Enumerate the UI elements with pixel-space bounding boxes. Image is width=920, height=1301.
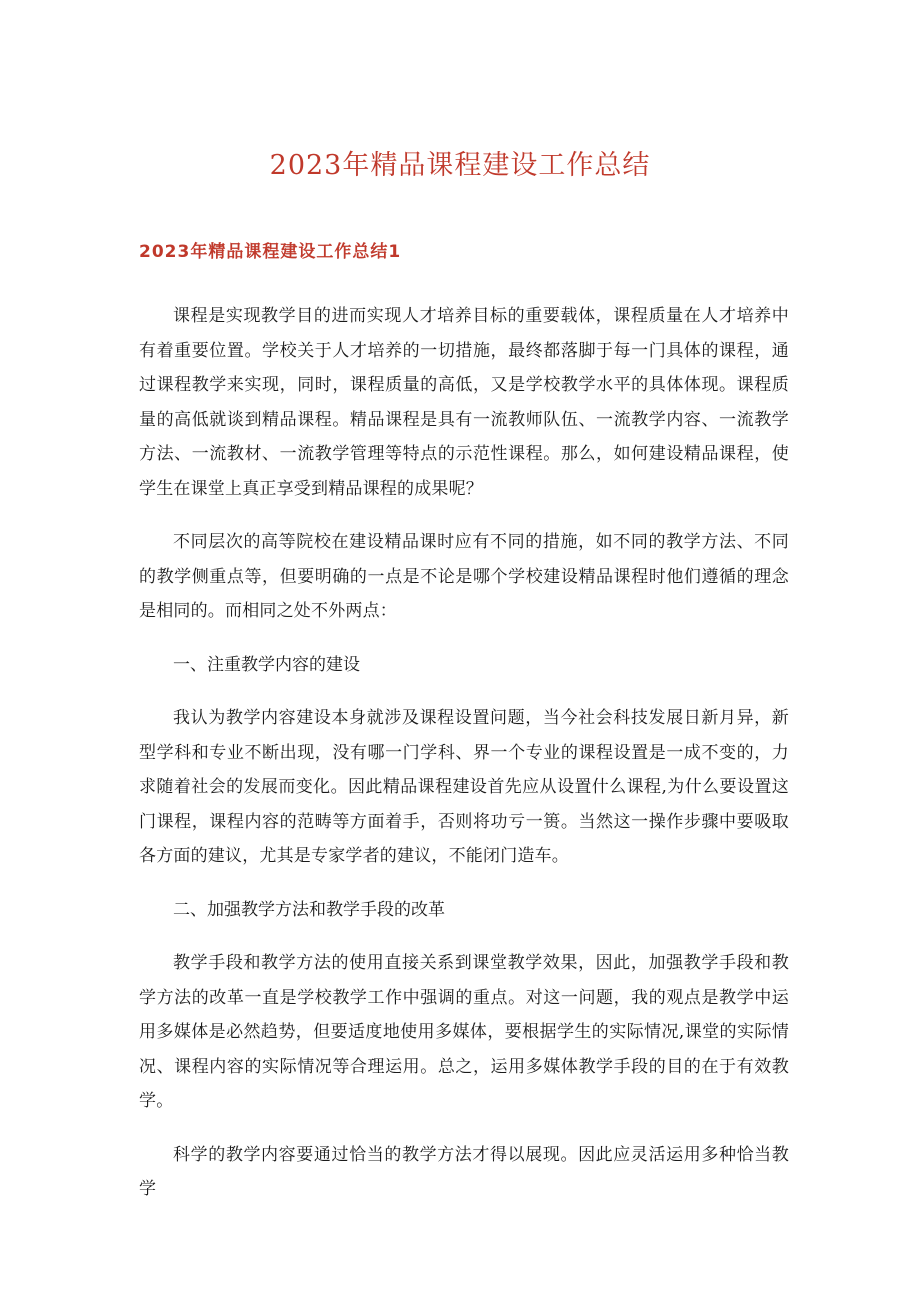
paragraph: 不同层次的高等院校在建设精品课时应有不同的措施，如不同的教学方法、不同的教学侧重点等，但要明确的一点是不论是哪个学校建设精品课程时他们遵循的理念是相同的。而相同之处不外两点： xyxy=(139,532,789,621)
paragraph: 课程是实现教学目的进而实现人才培养目标的重要载体，课程质量在人才培养中有着重要位置。学校关于人才培养的一切措施，最终都落脚于每一门具体的课程，通过课程教学来实现，同时，课程质量的高低，又是学校教学水平的具体体现。课程质量的高低就谈到精品课程。精品课程是具有一流教师队伍、一流教学内容、一流教学方法、一流教材、一流教学管理等特点的示范性课程。那么，如何建设精品课程，使学生在课堂上真正享受到精品课程的成果呢？ xyxy=(139,306,789,499)
document-title: 2023年精品课程建设工作总结 xyxy=(269,150,651,181)
section-heading: 2023年精品课程建设工作总结1 xyxy=(139,242,402,262)
paragraph: 科学的教学内容要通过恰当的教学方法才得以展现。因此应灵活运用多种恰当教学 xyxy=(139,1144,789,1199)
document-body xyxy=(139,299,789,1226)
paragraph: 教学手段和教学方法的使用直接关系到课堂教学效果，因此，加强教学手段和教学方法的改革一直是学校教学工作中强调的重点。对这一问题，我的观点是教学中运用多媒体是必然趋势，但要适度地使用多媒体，要根据学生的实际情况,课堂的实际情况、课程内容的实际情况等合理运用。总之，运用多媒体教学手段的目的在于有效教学。 xyxy=(139,953,789,1111)
subheading: 一、注重教学内容的建设 xyxy=(173,654,360,675)
subheading: 二、加强教学方法和教学手段的改革 xyxy=(173,899,445,920)
paragraph: 我认为教学内容建设本身就涉及课程设置问题，当今社会科技发展日新月异，新型学科和专业不断出现，没有哪一门学科、界一个专业的课程设置是一成不变的，力求随着社会的发展而变化。因此精品课程建设首先应从设置什么课程,为什么要设置这门课程，课程内容的范畴等方面着手，否则将功亏一篑。当然这一操作步骤中要吸取各方面的建议，尤其是专家学者的建议，不能闭门造车。 xyxy=(139,708,789,866)
